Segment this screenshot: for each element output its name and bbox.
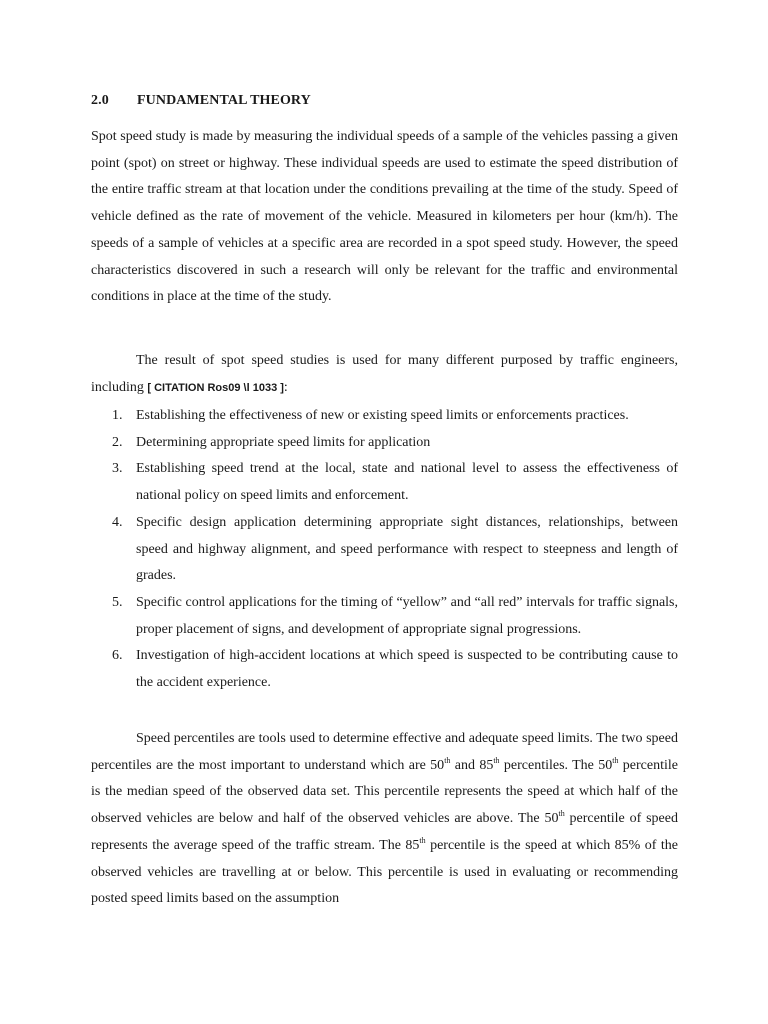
paragraph-spot-speed-intro: Spot speed study is made by measuring the individual speeds of a sample of the vehicles passing a given point (spot) on street or highway. These individual speeds are used to estimate the speed distribution of the entire traffic stream at that location under the conditions prevailing at the time of the study. Speed of vehicle defined as the rate of movement of the vehicle. Measured in kilometers per hour (km/h). The speeds of a sample of vehicles at a specific area are recorded in a spot speed study. However, the speed characteristics discovered in such a research will only be relevant for the traffic and environmental conditions in place at the time of the study. (91, 129, 678, 305)
list-item-text: Establishing speed trend at the local, state and national level to assess the effectiveness of national policy on speed limits and enforcement. (136, 461, 678, 504)
paragraph-uses-text: The result of spot speed studies is used for many different purposed by traffic engineers, including (91, 353, 678, 395)
list-item (91, 430, 678, 457)
superscript-th: th (444, 755, 451, 765)
paragraph-uses-intro (91, 348, 678, 401)
list-item (91, 403, 678, 430)
percentiles-text-1: Speed percentiles are tools used to determine effective and adequate speed limits. The two speed percentiles are the most important to understand which are 50 (91, 731, 678, 773)
list-item-number: 4. (112, 514, 123, 530)
superscript-th: th (419, 835, 426, 845)
list-item-text: Determining appropriate speed limits for application (136, 434, 431, 450)
list-item-number: 2. (112, 434, 123, 450)
paragraph-speed-percentiles (91, 726, 678, 913)
paragraph-uses-colon: : (283, 379, 288, 395)
percentiles-text-3: percentiles. The 50 (499, 757, 613, 773)
section-number: 2.0 (91, 93, 109, 108)
list-item-number: 1. (112, 408, 123, 423)
section-title: FUNDAMENTAL THEORY (137, 93, 311, 108)
list-item-text: Establishing the effectiveness of new or existing speed limits or enforcements practices. (136, 408, 629, 423)
list-item-text: Specific design application determining appropriate sight distances, relationships, between speed and highway alignment, and speed performance with respect to steepness and length of grades. (136, 514, 678, 584)
superscript-th: th (493, 755, 500, 765)
percentiles-text-4: percentile is the median speed of the observed data set. This percentile represents the speed at which half of the observed vehicles are below and half of the observed vehicles are above. The 50 (91, 757, 678, 827)
section-heading (91, 93, 311, 109)
list-item-text: Specific control applications for the timing of “yellow” and “all red” intervals for traffic signals, proper placement of signs, and development of appropriate signal progressions. (136, 594, 678, 637)
superscript-th: th (612, 755, 619, 765)
superscript-th: th (558, 809, 565, 819)
list-item-number: 3. (112, 461, 123, 477)
list-item (91, 456, 678, 509)
percentiles-text-2: and 85 (450, 757, 494, 773)
percentiles-text-5: percentile of speed represents the average speed of the traffic stream. The 85 (91, 811, 678, 853)
list-item-number: 5. (112, 594, 123, 610)
list-item-text: Investigation of high-accident locations at which speed is suspected to be contributing cause to the accident experience. (136, 648, 678, 691)
list-item (91, 510, 678, 590)
list-item (91, 643, 678, 696)
list-item-number: 6. (112, 648, 123, 664)
list-item (91, 590, 678, 643)
uses-list (91, 403, 678, 697)
percentiles-text-6: percentile is the speed at which 85% of the observed vehicles are travelling at or below. This percentile is used in evaluating or recommending posted speed limits based on the assumption (91, 837, 678, 907)
citation-field: [ CITATION Ros09 \l 1033 ] (147, 381, 284, 394)
